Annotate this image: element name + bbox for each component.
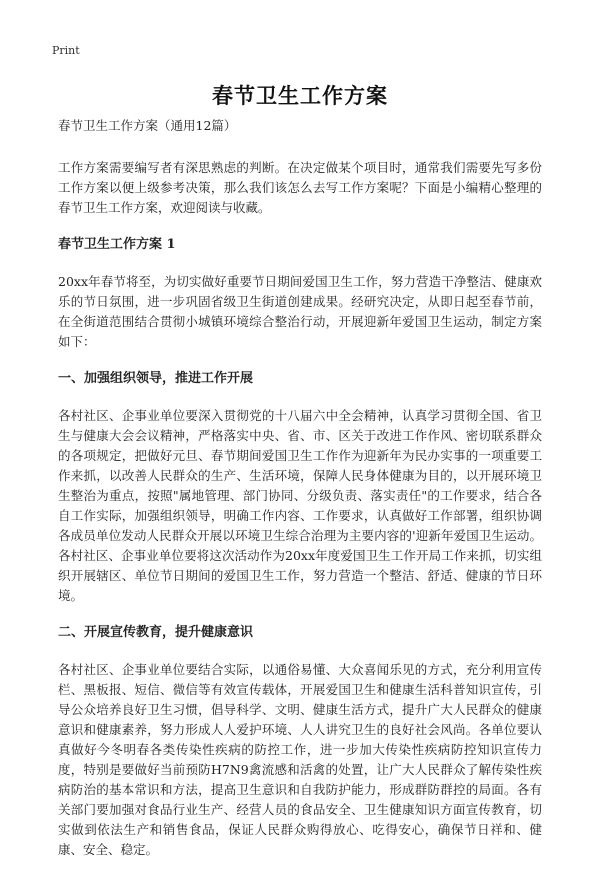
page-title: 春节卫生工作方案 bbox=[212, 83, 388, 108]
subheading-1: 一、加强组织领导，推进工作开展 bbox=[58, 371, 254, 386]
document-subtitle: 春节卫生工作方案（通用12篇） bbox=[58, 118, 237, 133]
document-body bbox=[58, 116, 542, 877]
print-link[interactable]: Print bbox=[52, 44, 80, 57]
subheading-2: 二、开展宣传教育，提升健康意识 bbox=[58, 625, 254, 640]
intro-paragraph: 工作方案需要编写者有深思熟虑的判断。在决定做某个项目时，通常我们需要先写多份工作方案以便上级参考决策，那么我们该怎么去写工作方案呢？下面是小编精心整理的春节卫生工作方案，欢迎阅读与收藏。 bbox=[58, 160, 542, 215]
section-title: 春节卫生工作方案 1 bbox=[58, 237, 176, 252]
subheading-2-paragraph: 各村社区、企事业单位要结合实际，以通俗易懂、大众喜闻乐见的方式，充分利用宣传栏、黑板报、短信、微信等有效宣传载体，开展爱国卫生和健康生活科普知识宣传，引导公众培养良好卫生习惯，倡导科学、文明、健康生活方式，提升广大人民群众的健康意识和健康素养，努力形成人人爱护环境、人人讲究卫生的良好社会风尚。各单位要认真做好今冬明春各类传染性疾病的防控工作，进一步加大传染性疾病防控知识宣传力度，特别是要做好当前预防H7N9禽流感和活禽的处置，让广大人民群众了解传染性疾病防治的基本常识和方法，提高卫生意识和自我防护能力，形成群防群控的局面。各有关部门要加强对食品行业生产、经营人员的食品安全、卫生健康知识方面宣传教育，切实做到依法生产和销售食品，保证人民群众购得放心、吃得安心，确保节日祥和、健康、安全、稳定。 bbox=[58, 662, 542, 857]
section-paragraph: 20xx年春节将至，为切实做好重要节日期间爱国卫生工作，努力营造干净整洁、健康欢乐的节日氛围，进一步巩固省级卫生街道创建成果。经研究决定，从即日起至春节前，在全街道范围结合贯彻小城镇环境综合整治行动，开展迎新年爱国卫生运动，制定方案如下： bbox=[58, 274, 542, 349]
subheading-1-paragraph: 各村社区、企事业单位要深入贯彻党的十八届六中全会精神，认真学习贯彻全国、省卫生与健康大会会议精神，严格落实中央、省、市、区关于改进工作作风、密切联系群众的各项规定，把做好元旦、春节期间爱国卫生工作作为迎新年为民办实事的一项重要工作来抓，以改善人民群众的生产、生活环境，保障人民身体健康为目的，以开展环境卫生整治为重点，按照"属地管理、部门协同、分级负责、落实责任"的工作要求，结合各自工作实际，加强组织领导，明确工作内容、工作要求，认真做好工作部署，组织协调各成员单位发动人民群众开展以环境卫生综合治理为主要内容的'迎新年爱国卫生运动。各村社区、企事业单位要将这次活动作为20xx年度爱国卫生工作开局工作来抓，切实组织开展辖区、单位节日期间的爱国卫生工作，努力营造一个整洁、舒适、健康的节日环境。 bbox=[58, 408, 542, 603]
